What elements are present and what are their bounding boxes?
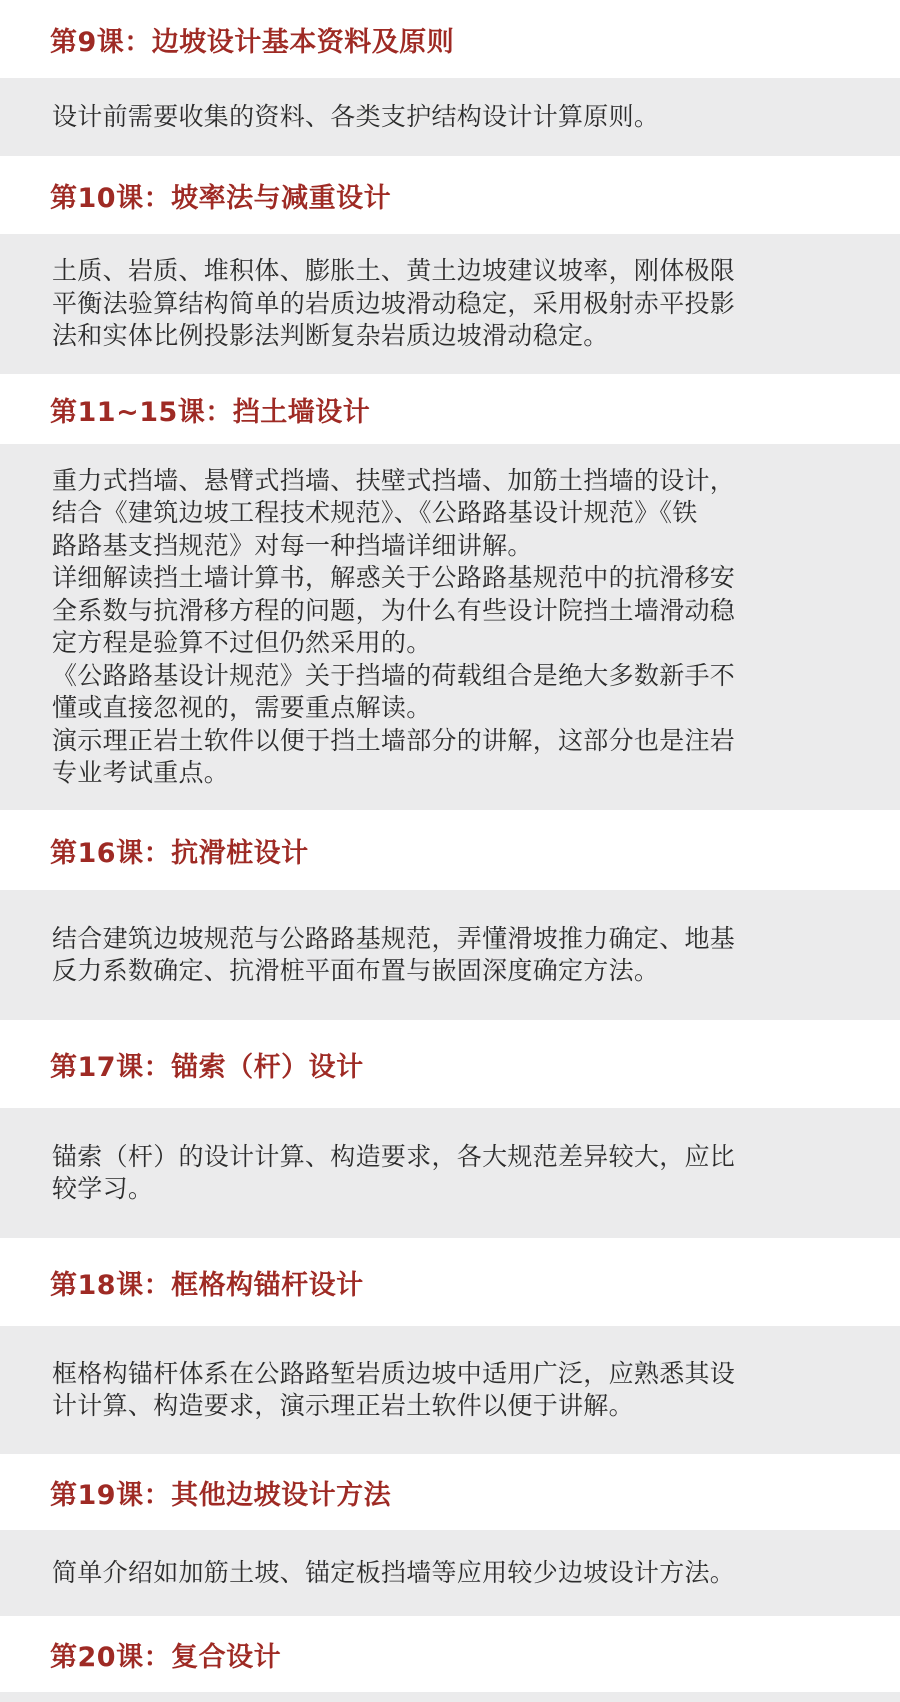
lesson-title	[0, 1616, 900, 1692]
description-line: 计计算、构造要求，演示理正岩土软件以便于讲解。	[52, 1391, 634, 1420]
lesson-description	[0, 78, 900, 156]
lesson-description	[0, 890, 900, 1020]
lesson-description	[0, 444, 900, 810]
lesson-title-text: 第19课：其他边坡设计方法	[50, 1479, 392, 1511]
lesson-description	[0, 1530, 900, 1616]
description-line: 简单介绍如加筋土坡、锚定板挡墙等应用较少边坡设计方法。	[52, 1557, 736, 1587]
description-line: 重力式挡墙、悬臂式挡墙、扶壁式挡墙、加筋土挡墙的设计，	[52, 465, 736, 495]
lesson-title-text: 第10课：坡率法与减重设计	[50, 182, 392, 214]
lesson-description	[0, 1108, 900, 1238]
lesson-description	[0, 1326, 900, 1454]
lesson-title-text: 第9课：边坡设计基本资料及原则	[50, 26, 455, 58]
description-line: 路路基支挡规范》对每一种挡墙详细讲解。	[52, 530, 533, 560]
lesson-title	[0, 1454, 900, 1530]
lesson-title-text: 第11~15课：挡土墙设计	[50, 396, 371, 428]
description-line: 懂或直接忽视的，需要重点解读。	[52, 693, 432, 722]
description-line: 结合建筑边坡规范与公路路基规范，弄懂滑坡推力确定、地基	[52, 923, 736, 953]
description-line: 《公路路基设计规范》关于挡墙的荷载组合是绝大多数新手不	[52, 660, 736, 690]
lesson-title	[0, 810, 900, 890]
lesson-title-text: 第18课：框格构锚杆设计	[50, 1269, 364, 1301]
description-line: 反力系数确定、抗滑桩平面布置与嵌固深度确定方法。	[52, 956, 660, 985]
description-line: 较学习。	[52, 1174, 154, 1203]
description-line: 土质、岩质、堆积体、膨胀土、黄土边坡建议坡率，刚体极限	[52, 256, 736, 286]
lesson-title	[0, 1020, 900, 1108]
lesson-title	[0, 0, 900, 78]
description-line: 法和实体比例投影法判断复杂岩质边坡滑动稳定。	[52, 321, 609, 351]
lesson-title	[0, 374, 900, 444]
description-line: 定方程是验算不过但仍然采用的。	[52, 628, 432, 657]
description-line: 平衡法验算结构简单的岩质边坡滑动稳定，采用极射赤平投影	[52, 288, 736, 318]
lesson-title	[0, 1238, 900, 1326]
description-line: 设计前需要收集的资料、各类支护结构设计计算原则。	[52, 101, 660, 131]
description-line: 专业考试重点。	[52, 758, 230, 787]
lesson-title-text: 第17课：锚索（杆）设计	[50, 1051, 364, 1083]
description-line: 框格构锚杆体系在公路路堑岩质边坡中适用广泛，应熟悉其设	[52, 1358, 736, 1388]
lesson-title	[0, 156, 900, 234]
description-line: 演示理正岩土软件以便于挡土墙部分的讲解，这部分也是注岩	[52, 725, 736, 755]
lesson-description	[0, 234, 900, 374]
description-line: 全系数与抗滑移方程的问题，为什么有些设计院挡土墙滑动稳	[52, 595, 736, 625]
lesson-title-text: 第20课：复合设计	[50, 1641, 282, 1673]
description-line: 详细解读挡土墙计算书，解惑关于公路路基规范中的抗滑移安	[52, 563, 736, 592]
lesson-description	[0, 1692, 900, 1702]
description-line: 结合《建筑边坡工程技术规范》、《公路路基设计规范》《铁	[52, 498, 698, 527]
lesson-title-text: 第16课：抗滑桩设计	[50, 837, 309, 869]
description-line: 锚索（杆）的设计计算、构造要求，各大规范差异较大，应比	[52, 1141, 736, 1171]
